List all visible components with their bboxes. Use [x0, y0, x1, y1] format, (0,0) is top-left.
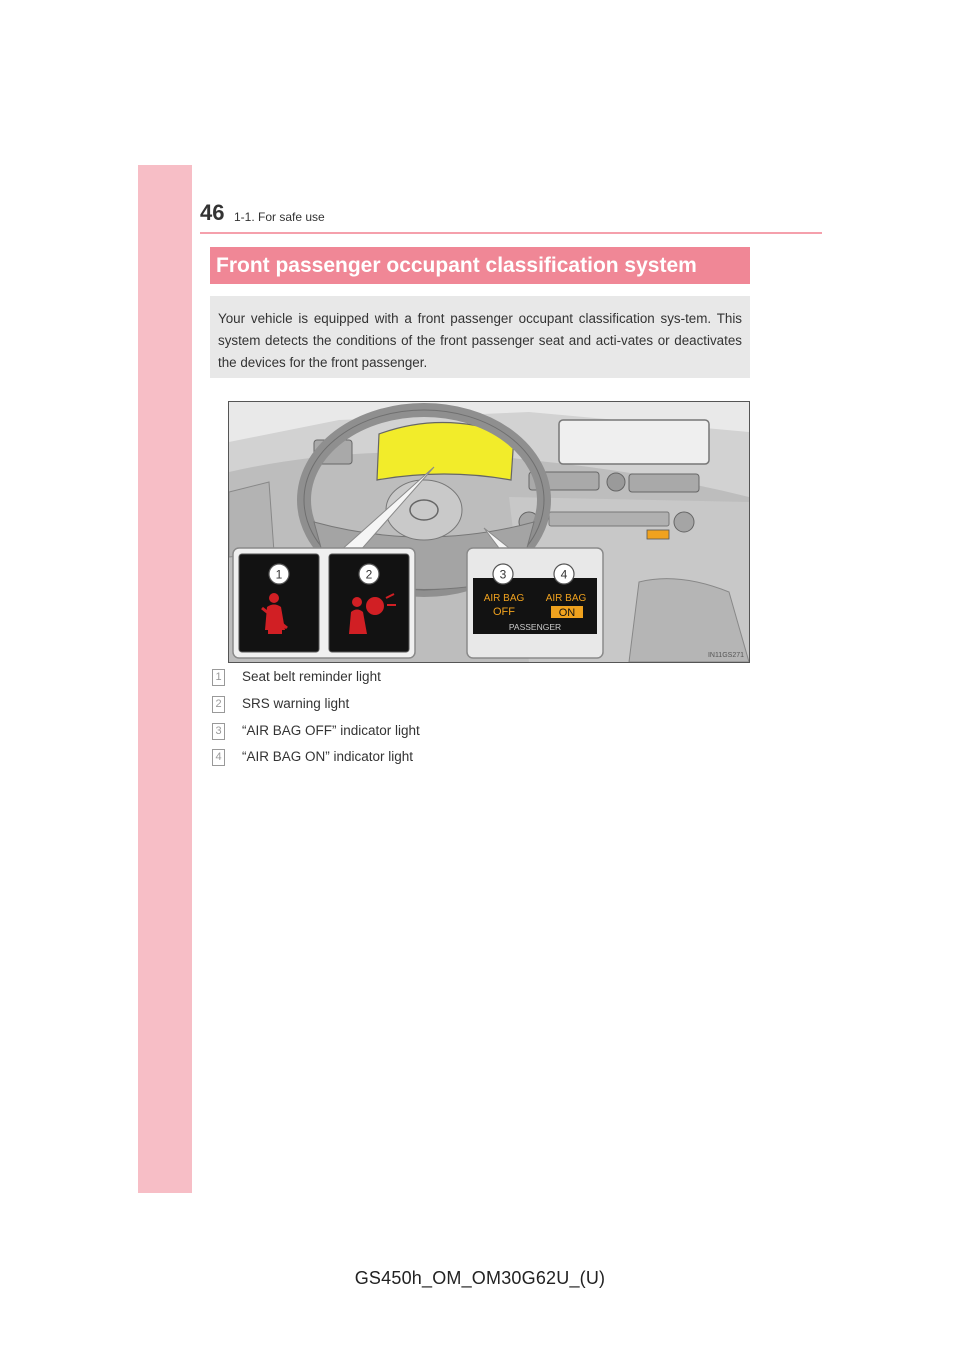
callout-1: 1: [275, 567, 283, 582]
section-label: 1-1. For safe use: [234, 210, 325, 224]
dashboard-svg: [229, 402, 749, 662]
indicator-passenger: PASSENGER: [508, 622, 562, 632]
callout-3: 3: [499, 567, 507, 582]
legend-text: SRS warning light: [242, 696, 350, 711]
header-rule: [200, 232, 822, 234]
indicator-left-top: AIR BAG: [483, 593, 525, 604]
dashboard-illustration: [228, 401, 750, 663]
legend-text: “AIR BAG ON” indicator light: [242, 749, 414, 764]
legend-number: 1: [212, 669, 225, 686]
callout-2: 2: [365, 567, 373, 582]
footer-code: GS450h_OM_OM30G62U_(U): [354, 1268, 606, 1288]
section-title: Front passenger occupant classification system: [210, 247, 750, 284]
legend-text: “AIR BAG OFF” indicator light: [242, 723, 420, 738]
legend-number: 2: [212, 696, 225, 713]
indicator-on: ON: [558, 607, 576, 619]
indicator-off: OFF: [493, 606, 515, 618]
side-tab: [138, 165, 192, 1193]
legend-number: 4: [212, 749, 225, 766]
callout-4: 4: [560, 567, 568, 582]
figure-code: IN11GS271: [707, 652, 744, 659]
legend-text: Seat belt reminder light: [242, 669, 381, 684]
page-number: 46: [200, 200, 225, 225]
intro-text: Your vehicle is equipped with a front passenger occupant classification sys-tem. This system detects the conditions of the front passenger seat and acti-vates or deactivates the devices for the front passenger.: [210, 296, 750, 378]
indicator-right-top: AIR BAG: [545, 593, 587, 604]
legend-number: 3: [212, 723, 225, 740]
